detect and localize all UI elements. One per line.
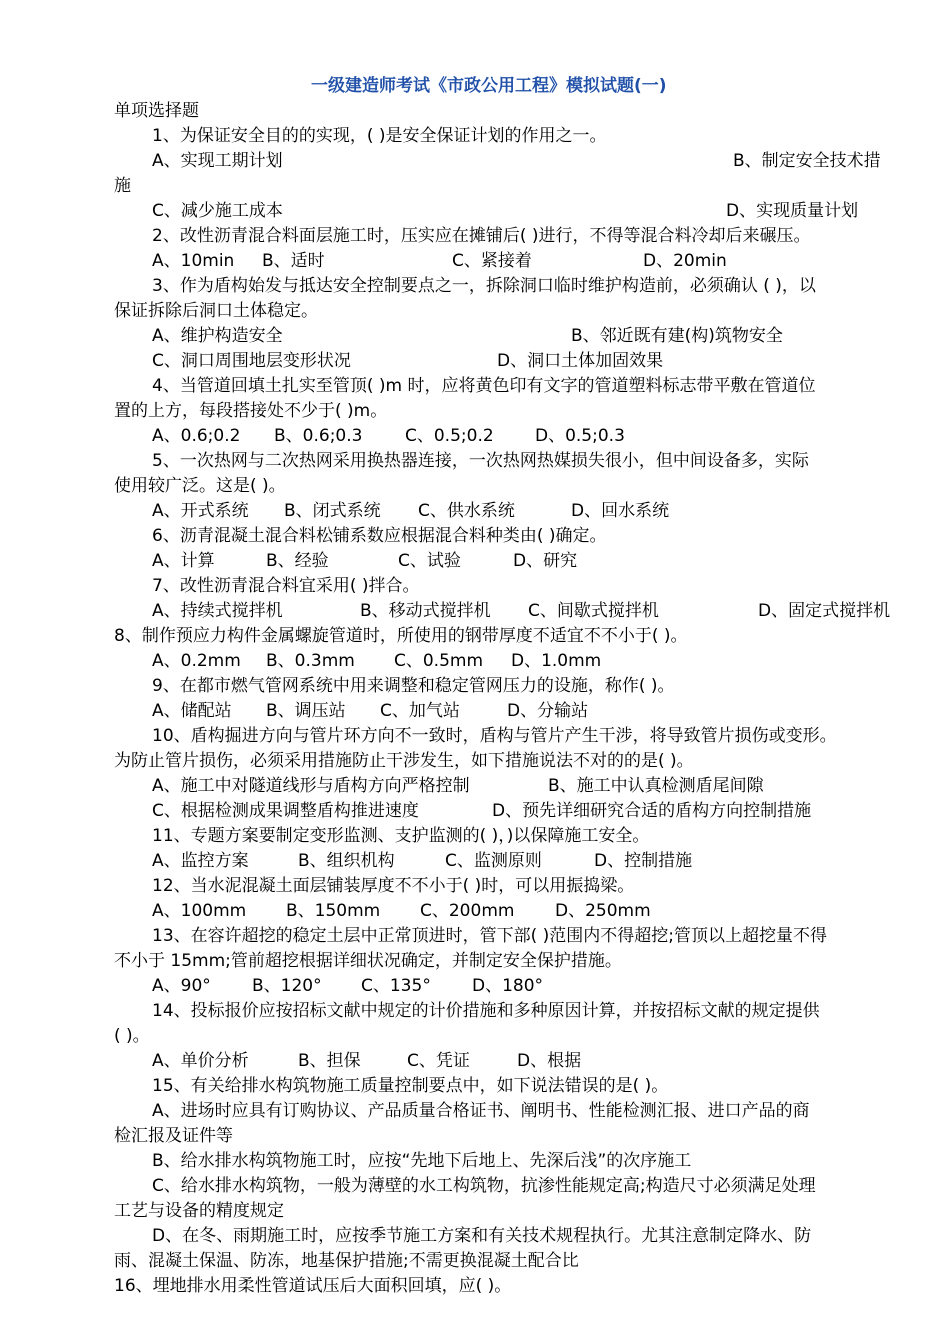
option: D、1.0mm xyxy=(511,651,602,671)
option: C、0.5;0.2 xyxy=(405,426,494,446)
option: C、间歇式搅拌机 xyxy=(528,601,659,621)
question-stem: 2、改性沥青混合料面层施工时，压实应在摊铺后( )进行，不得等混合料冷却后来碾压。 xyxy=(152,226,811,246)
option: A、100mm xyxy=(152,901,247,921)
question-stem: 5、一次热网与二次热网采用换热器连接，一次热网热媒损失很小，但中间设备多，实际 xyxy=(152,451,809,471)
question-stem-continuation: 不小于 15mm;管前超挖根据详细状况确定，并制定安全保护措施。 xyxy=(114,951,622,971)
question-stem: 14、投标报价应按招标文献中规定的计价措施和多种原因计算，并按招标文献的规定提供 xyxy=(152,1001,820,1021)
option: B、150mm xyxy=(286,901,381,921)
question-stem: 15、有关给排水构筑物施工质量控制要点中，如下说法错误的是( )。 xyxy=(152,1076,669,1096)
option: D、根据 xyxy=(517,1051,582,1071)
option: D、预先详细研究合适的盾构方向控制措施 xyxy=(492,801,812,821)
question-stem-continuation: ( )。 xyxy=(114,1026,150,1046)
option: B、给水排水构筑物施工时，应按“先地下后地上、先深后浅”的次序施工 xyxy=(152,1151,692,1171)
option: C、监测原则 xyxy=(445,851,542,871)
option: C、200mm xyxy=(420,901,515,921)
option: D、180° xyxy=(472,976,544,996)
option: D、0.5;0.3 xyxy=(535,426,625,446)
question-stem: 11、专题方案要制定变形监测、支护监测的( )，)以保障施工安全。 xyxy=(152,826,650,846)
option-continuation: 施 xyxy=(114,176,131,196)
option: A、进场时应具有订购协议、产品质量合格证书、阐明书、性能检测汇报、进口产品的商 xyxy=(152,1101,810,1121)
option: B、担保 xyxy=(298,1051,361,1071)
option: C、减少施工成本 xyxy=(152,201,283,221)
option: A、单价分析 xyxy=(152,1051,249,1071)
option: A、监控方案 xyxy=(152,851,249,871)
option: D、在冬、雨期施工时，应按季节施工方案和有关技术规程执行。尤其注意制定降水、防 xyxy=(152,1226,812,1246)
option: C、135° xyxy=(361,976,431,996)
option: A、维护构造安全 xyxy=(152,326,283,346)
question-stem: 7、改性沥青混合料宜采用( )拌合。 xyxy=(152,576,420,596)
option: B、施工中认真检测盾尾间隙 xyxy=(548,776,764,796)
option: C、洞口周围地层变形状况 xyxy=(152,351,351,371)
question-stem: 13、在容许超挖的稳定土层中正常顶进时，管下部( )范围内不得超挖;管顶以上超挖量不得 xyxy=(152,926,828,946)
option: B、调压站 xyxy=(266,701,346,721)
document-title: 一级建造师考试《市政公用工程》模拟试题(一) xyxy=(311,76,667,96)
option: B、组织机构 xyxy=(298,851,395,871)
option: D、分输站 xyxy=(507,701,589,721)
option: C、试验 xyxy=(398,551,461,571)
option: A、计算 xyxy=(152,551,215,571)
question-stem: 8、制作预应力构件金属螺旋管道时，所使用的钢带厚度不适宜不不小于( )。 xyxy=(114,626,688,646)
option: D、回水系统 xyxy=(571,501,670,521)
question-stem-continuation: 保证拆除后洞口土体稳定。 xyxy=(114,301,318,321)
option: B、制定安全技术措 xyxy=(733,151,881,171)
option: A、0.6;0.2 xyxy=(152,426,241,446)
question-stem-continuation: 为防止管片损伤，必须采用措施防止干涉发生，如下措施说法不对的的是( )。 xyxy=(114,751,694,771)
option: D、20min xyxy=(643,251,727,271)
option: B、经验 xyxy=(266,551,329,571)
question-stem: 3、作为盾构始发与抵达安全控制要点之一，拆除洞口临时维护构造前，必须确认 ( )，以 xyxy=(152,276,816,296)
option: C、紧接着 xyxy=(452,251,532,271)
question-stem: 6、沥青混凝土混合料松铺系数应根据混合料种类由( )确定。 xyxy=(152,526,607,546)
question-stem-continuation: 置的上方，每段搭接处不少于( )m。 xyxy=(114,401,388,421)
question-stem: 16、埋地排水用柔性管道试压后大面积回填，应( )。 xyxy=(114,1276,512,1296)
option-continuation: 检汇报及证件等 xyxy=(114,1126,233,1146)
question-stem: 4、当管道回填土扎实至管顶( )m 时，应将黄色印有文字的管道塑料标志带平敷在管道位 xyxy=(152,376,816,396)
option: C、供水系统 xyxy=(418,501,515,521)
option: A、90° xyxy=(152,976,211,996)
option: C、加气站 xyxy=(380,701,460,721)
option: B、邻近既有建(构)筑物安全 xyxy=(571,326,783,346)
option-continuation: 雨、混凝土保温、防冻，地基保护措施;不需更换混凝土配合比 xyxy=(114,1251,579,1271)
option: B、0.6;0.3 xyxy=(274,426,363,446)
question-stem-continuation: 使用较广泛。这是( )。 xyxy=(114,476,286,496)
option: B、120° xyxy=(252,976,322,996)
option: A、10min xyxy=(152,251,235,271)
option-continuation: 工艺与设备的精度规定 xyxy=(114,1201,284,1221)
option: B、适时 xyxy=(262,251,325,271)
option: A、实现工期计划 xyxy=(152,151,283,171)
question-stem: 10、盾构掘进方向与管片环方向不一致时，盾构与管片产生干涉，将导致管片损伤或变形。 xyxy=(152,726,837,746)
question-stem: 1、为保证安全目的的实现，( )是安全保证计划的作用之一。 xyxy=(152,126,607,146)
option: D、固定式搅拌机 xyxy=(758,601,891,621)
option: C、根据检测成果调整盾构推进速度 xyxy=(152,801,419,821)
option: D、250mm xyxy=(555,901,651,921)
option: A、开式系统 xyxy=(152,501,249,521)
option: C、给水排水构筑物，一般为薄壁的水工构筑物，抗渗性能规定高;构造尺寸必须满足处理 xyxy=(152,1176,816,1196)
option: B、闭式系统 xyxy=(284,501,381,521)
option: B、0.3mm xyxy=(266,651,355,671)
question-stem: 12、当水泥混凝土面层铺装厚度不不小于( )时，可以用振捣梁。 xyxy=(152,876,635,896)
section-heading: 单项选择题 xyxy=(114,101,199,121)
option: D、研究 xyxy=(513,551,578,571)
option: A、0.2mm xyxy=(152,651,241,671)
option: D、控制措施 xyxy=(594,851,693,871)
option: A、施工中对隧道线形与盾构方向严格控制 xyxy=(152,776,470,796)
option: A、储配站 xyxy=(152,701,232,721)
option: D、实现质量计划 xyxy=(726,201,859,221)
option: C、0.5mm xyxy=(394,651,484,671)
question-stem: 9、在都市燃气管网系统中用来调整和稳定管网压力的设施，称作( )。 xyxy=(152,676,675,696)
option: C、凭证 xyxy=(407,1051,470,1071)
option: B、移动式搅拌机 xyxy=(360,601,491,621)
option: D、洞口土体加固效果 xyxy=(497,351,664,371)
option: A、持续式搅拌机 xyxy=(152,601,283,621)
